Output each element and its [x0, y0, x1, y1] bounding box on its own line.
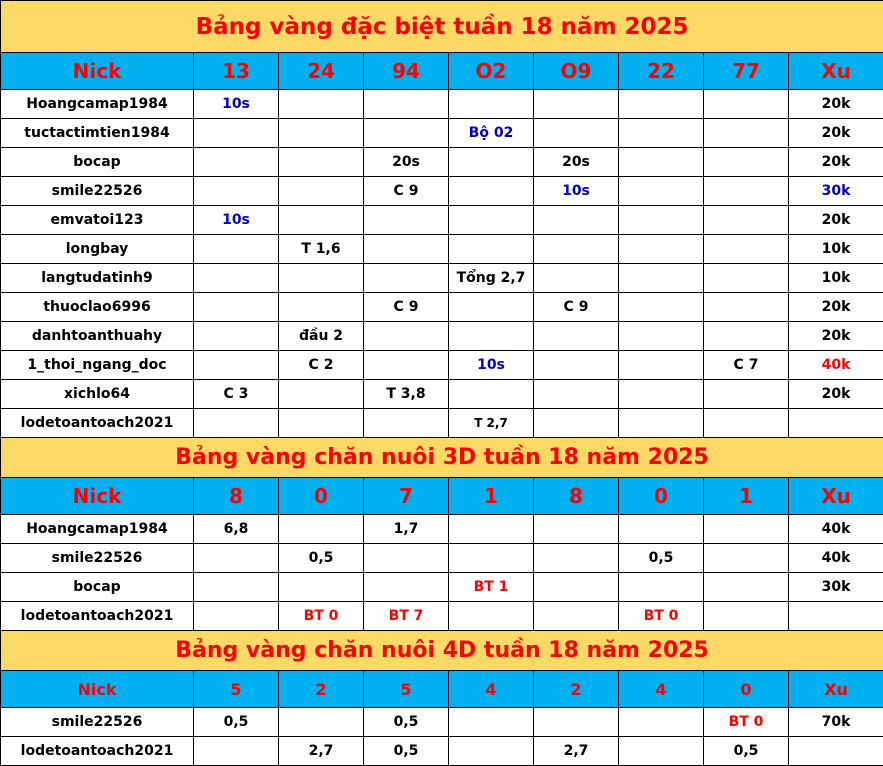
xu-cell: 30k — [789, 573, 883, 602]
result-cell — [449, 515, 534, 544]
result-cell: 6,8 — [194, 515, 279, 544]
result-cell — [619, 708, 704, 737]
result-cell — [619, 380, 704, 409]
result-cell — [449, 322, 534, 351]
result-cell — [534, 90, 619, 119]
result-cell: 0,5 — [194, 708, 279, 737]
header-number: 8 — [534, 478, 619, 515]
result-cell — [534, 380, 619, 409]
table-title: Bảng vàng đặc biệt tuần 18 năm 2025 — [1, 1, 883, 53]
result-cell — [704, 409, 789, 438]
result-cell — [704, 90, 789, 119]
result-cell: C 9 — [364, 177, 449, 206]
header-nick: Nick — [1, 53, 194, 90]
result-cell — [194, 573, 279, 602]
result-cell — [364, 322, 449, 351]
header-number: 1 — [449, 478, 534, 515]
result-cell: BT 0 — [704, 708, 789, 737]
result-cell — [534, 573, 619, 602]
result-cell: BT 7 — [364, 602, 449, 631]
result-cell: 2,7 — [534, 737, 619, 766]
result-cell — [534, 708, 619, 737]
result-cell — [619, 235, 704, 264]
result-cell — [534, 264, 619, 293]
result-cell — [194, 322, 279, 351]
result-cell — [449, 380, 534, 409]
header-xu: Xu — [789, 671, 883, 708]
result-cell — [619, 322, 704, 351]
result-cell: BT 0 — [279, 602, 364, 631]
result-cell — [194, 737, 279, 766]
table-row — [1, 737, 883, 766]
result-cell — [619, 293, 704, 322]
result-cell — [279, 409, 364, 438]
header-number: 4 — [619, 671, 704, 708]
xu-cell: 20k — [789, 119, 883, 148]
table-row — [1, 90, 883, 119]
result-cell — [279, 708, 364, 737]
xu-cell: 20k — [789, 90, 883, 119]
table-header-row — [1, 53, 883, 90]
table-title: Bảng vàng chăn nuôi 4D tuần 18 năm 2025 — [1, 631, 883, 671]
nick-cell: emvatoi123 — [1, 206, 194, 235]
result-cell: 0,5 — [619, 544, 704, 573]
table-row — [1, 322, 883, 351]
result-cell: 10s — [534, 177, 619, 206]
header-number: 94 — [364, 53, 449, 90]
nick-cell: smile22526 — [1, 544, 194, 573]
nick-cell: thuoclao6996 — [1, 293, 194, 322]
table-row — [1, 119, 883, 148]
header-number: 8 — [194, 478, 279, 515]
result-cell — [704, 602, 789, 631]
table-title-row — [1, 438, 883, 478]
table-row — [1, 573, 883, 602]
result-cell — [534, 322, 619, 351]
result-cell: T 1,6 — [279, 235, 364, 264]
nick-cell: Hoangcamap1984 — [1, 90, 194, 119]
result-cell — [449, 293, 534, 322]
result-cell — [364, 119, 449, 148]
xu-cell: 40k — [789, 544, 883, 573]
result-cell — [534, 544, 619, 573]
result-cell — [619, 90, 704, 119]
nick-cell: danhtoanthuahy — [1, 322, 194, 351]
result-cell — [449, 737, 534, 766]
result-cell — [619, 264, 704, 293]
result-cell: 0,5 — [364, 708, 449, 737]
nick-cell: longbay — [1, 235, 194, 264]
header-number: 5 — [364, 671, 449, 708]
result-cell: Tổng 2,7 — [449, 264, 534, 293]
result-cell: BT 0 — [619, 602, 704, 631]
table-row — [1, 380, 883, 409]
result-cell — [194, 409, 279, 438]
result-cell — [194, 119, 279, 148]
result-cell — [279, 90, 364, 119]
table-row — [1, 293, 883, 322]
result-cell — [194, 148, 279, 177]
header-number: 4 — [449, 671, 534, 708]
result-cell: 10s — [194, 90, 279, 119]
header-number: 0 — [619, 478, 704, 515]
table-row — [1, 206, 883, 235]
header-number: 0 — [704, 671, 789, 708]
result-cell — [364, 90, 449, 119]
result-cell — [364, 544, 449, 573]
result-cell — [279, 573, 364, 602]
result-cell: 2,7 — [279, 737, 364, 766]
result-cell — [534, 235, 619, 264]
result-cell — [619, 206, 704, 235]
result-cell — [704, 544, 789, 573]
result-cell — [194, 351, 279, 380]
result-cell: C 7 — [704, 351, 789, 380]
header-number: 77 — [704, 53, 789, 90]
xu-cell — [789, 602, 883, 631]
result-cell — [364, 573, 449, 602]
xu-cell: 20k — [789, 293, 883, 322]
result-cell — [279, 264, 364, 293]
result-cell — [704, 235, 789, 264]
result-cell — [704, 515, 789, 544]
result-cell: 10s — [449, 351, 534, 380]
result-cell: 0,5 — [704, 737, 789, 766]
result-cell — [619, 409, 704, 438]
header-number: O2 — [449, 53, 534, 90]
nick-cell: xichlo64 — [1, 380, 194, 409]
header-number: O9 — [534, 53, 619, 90]
result-cell — [704, 293, 789, 322]
result-cell: T 2,7 — [449, 409, 534, 438]
table-row — [1, 409, 883, 438]
result-cell — [449, 602, 534, 631]
table-row — [1, 264, 883, 293]
result-cell — [534, 351, 619, 380]
result-cell — [449, 148, 534, 177]
result-cell — [449, 708, 534, 737]
result-cell — [194, 602, 279, 631]
result-cell — [364, 264, 449, 293]
result-cell: 20s — [364, 148, 449, 177]
result-cell — [619, 515, 704, 544]
result-cell — [449, 235, 534, 264]
xu-cell — [789, 409, 883, 438]
result-cell — [364, 351, 449, 380]
table-title: Bảng vàng chăn nuôi 3D tuần 18 năm 2025 — [1, 438, 883, 478]
result-cell: C 9 — [534, 293, 619, 322]
table-title-row — [1, 631, 883, 671]
result-cell — [619, 119, 704, 148]
nick-cell: lodetoantoach2021 — [1, 409, 194, 438]
nick-cell: bocap — [1, 148, 194, 177]
result-cell — [534, 602, 619, 631]
result-cell — [194, 177, 279, 206]
result-cell: 20s — [534, 148, 619, 177]
result-cell — [534, 119, 619, 148]
header-xu: Xu — [789, 478, 883, 515]
result-cell — [364, 409, 449, 438]
result-cell — [279, 380, 364, 409]
nick-cell: bocap — [1, 573, 194, 602]
result-cell — [279, 515, 364, 544]
header-number: 22 — [619, 53, 704, 90]
result-cell — [704, 380, 789, 409]
header-number: 1 — [704, 478, 789, 515]
result-cell — [534, 409, 619, 438]
table-row — [1, 544, 883, 573]
nick-cell: smile22526 — [1, 708, 194, 737]
result-cell — [364, 235, 449, 264]
xu-cell: 30k — [789, 177, 883, 206]
xu-cell: 70k — [789, 708, 883, 737]
result-cell — [619, 351, 704, 380]
nick-cell: langtudatinh9 — [1, 264, 194, 293]
result-cell — [449, 544, 534, 573]
header-number: 13 — [194, 53, 279, 90]
table-row — [1, 351, 883, 380]
result-cell — [534, 206, 619, 235]
result-cell: 10s — [194, 206, 279, 235]
table-header-row — [1, 671, 883, 708]
result-cell: C 3 — [194, 380, 279, 409]
xu-cell: 10k — [789, 264, 883, 293]
header-nick: Nick — [1, 478, 194, 515]
header-number: 2 — [279, 671, 364, 708]
xu-cell: 40k — [789, 515, 883, 544]
nick-cell: lodetoantoach2021 — [1, 602, 194, 631]
table-row — [1, 177, 883, 206]
nick-cell: Hoangcamap1984 — [1, 515, 194, 544]
result-cell — [704, 264, 789, 293]
result-cell: đầu 2 — [279, 322, 364, 351]
header-xu: Xu — [789, 53, 883, 90]
result-cell — [704, 148, 789, 177]
result-cell — [194, 264, 279, 293]
result-cell — [619, 177, 704, 206]
nick-cell: 1_thoi_ngang_doc — [1, 351, 194, 380]
result-cell: T 3,8 — [364, 380, 449, 409]
result-cell — [704, 119, 789, 148]
xu-cell: 10k — [789, 235, 883, 264]
result-cell — [279, 177, 364, 206]
header-nick: Nick — [1, 671, 194, 708]
result-cell: 1,7 — [364, 515, 449, 544]
result-cell — [704, 206, 789, 235]
result-cell — [449, 177, 534, 206]
result-cell — [534, 515, 619, 544]
xu-cell: 20k — [789, 322, 883, 351]
header-number: 24 — [279, 53, 364, 90]
result-cell: 0,5 — [279, 544, 364, 573]
result-cell: 0,5 — [364, 737, 449, 766]
result-cell — [619, 148, 704, 177]
xu-cell: 20k — [789, 148, 883, 177]
result-cell — [704, 322, 789, 351]
result-cell — [704, 177, 789, 206]
table-row — [1, 602, 883, 631]
result-cell — [619, 737, 704, 766]
xu-cell — [789, 737, 883, 766]
result-cell — [279, 293, 364, 322]
result-cell — [279, 119, 364, 148]
result-cell — [279, 148, 364, 177]
xu-cell: 20k — [789, 206, 883, 235]
result-cell — [279, 206, 364, 235]
result-cell: C 9 — [364, 293, 449, 322]
result-cell — [194, 544, 279, 573]
result-cell — [194, 293, 279, 322]
header-number: 7 — [364, 478, 449, 515]
result-cell: C 2 — [279, 351, 364, 380]
table-row — [1, 148, 883, 177]
result-cell — [449, 90, 534, 119]
result-cell: BT 1 — [449, 573, 534, 602]
table-row — [1, 235, 883, 264]
result-cell: Bộ 02 — [449, 119, 534, 148]
header-number: 5 — [194, 671, 279, 708]
table-title-row — [1, 1, 883, 53]
result-cell — [449, 206, 534, 235]
result-cell — [619, 573, 704, 602]
table-row — [1, 708, 883, 737]
table-header-row — [1, 478, 883, 515]
result-cell — [194, 235, 279, 264]
nick-cell: tuctactimtien1984 — [1, 119, 194, 148]
result-cell — [364, 206, 449, 235]
header-number: 0 — [279, 478, 364, 515]
nick-cell: lodetoantoach2021 — [1, 737, 194, 766]
xu-cell: 40k — [789, 351, 883, 380]
header-number: 2 — [534, 671, 619, 708]
xu-cell: 20k — [789, 380, 883, 409]
result-cell — [704, 573, 789, 602]
table-row — [1, 515, 883, 544]
nick-cell: smile22526 — [1, 177, 194, 206]
